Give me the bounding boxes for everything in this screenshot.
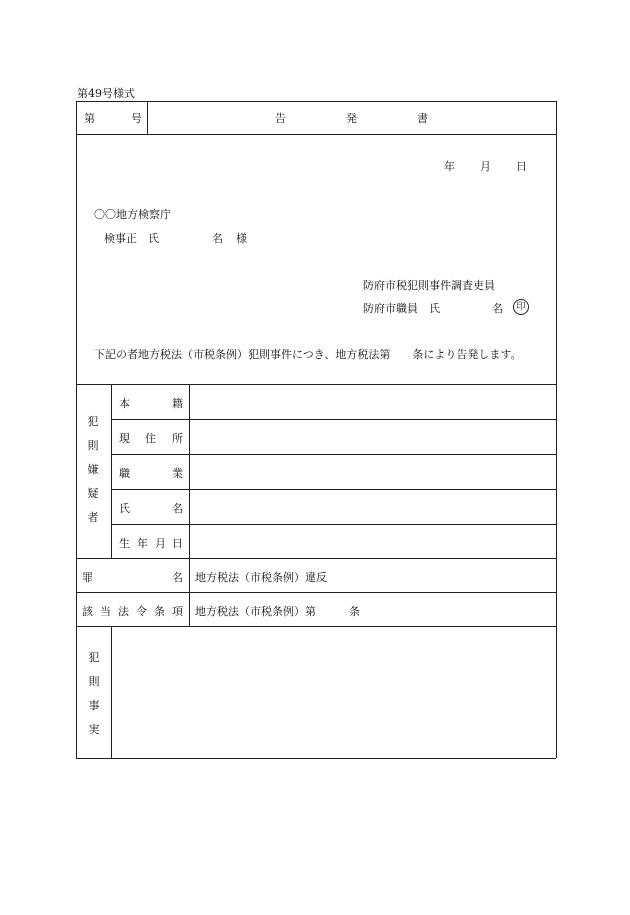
suspect-group-divider [111,384,112,558]
frame-bottom-line [76,758,556,759]
field-value-occupation[interactable] [192,465,552,483]
field-value-address[interactable] [192,430,552,448]
field-label-name-2: 名 [172,502,183,515]
suspect-group-char: 嫌 [87,463,99,476]
suspect-group-char: 者 [87,511,99,524]
title-char-3: 書 [417,112,430,125]
frame-top-line [76,101,556,102]
facts-value-area[interactable] [116,632,552,752]
field-value-birthdate[interactable] [192,535,552,553]
body-divider [76,384,556,385]
field-label-address-3: 所 [172,432,183,445]
row-divider-6 [76,592,556,593]
facts-label-char: 則 [88,675,100,688]
law-value-suffix: 条 [349,605,360,618]
addressee-name-label: 名 [212,232,223,245]
suspect-group-char: 犯 [87,415,99,428]
seal-mark: 印 [513,299,529,315]
number-label-prefix: 第 [84,112,95,125]
field-value-honseki[interactable] [192,395,552,413]
title-char-1: 告 [275,112,288,125]
sender-title: 防府市税犯則事件調査吏員 [363,279,495,292]
law-value-prefix: 地方税法（市税条例）第 [195,605,316,618]
header-number-divider [147,101,148,134]
date-day-label: 日 [516,160,527,173]
sender-name-label: 名 [492,302,503,315]
addressee-office: 〇〇地方検察庁 [94,208,171,221]
law-label-1: 該 [82,605,93,618]
law-label-5: 条 [154,605,165,618]
crime-label-1: 罪 [82,571,93,584]
crime-value: 地方税法（市税条例）違反 [195,571,327,584]
number-label-suffix: 号 [131,112,142,125]
frame-right-line [556,101,557,758]
suspect-group-label [85,410,101,530]
field-label-honseki-1: 本 [119,397,130,410]
addressee-title: 検事正 氏 [104,232,159,245]
law-label-6: 項 [172,605,183,618]
facts-divider [111,626,112,758]
field-label-birthdate-4: 日 [172,537,183,550]
facts-label-char: 事 [88,699,100,712]
label-value-divider [189,384,190,626]
row-divider-1 [111,419,556,420]
field-label-honseki-2: 籍 [172,397,183,410]
law-label-4: 令 [136,605,147,618]
field-label-name-1: 氏 [119,502,130,515]
field-label-birthdate-1: 生 [119,537,130,550]
law-label-3: 法 [118,605,129,618]
field-value-name[interactable] [192,500,552,518]
header-divider [76,134,556,135]
row-divider-2 [111,454,556,455]
crime-label-2: 名 [172,571,183,584]
field-label-occupation-1: 職 [119,467,130,480]
row-divider-3 [111,489,556,490]
field-label-address-2: 住 [145,432,156,445]
statement-text: 下記の者地方税法（市税条例）犯則事件につき、地方税法第 条により告発します。 [94,348,522,361]
form-number: 第49号様式 [77,87,135,100]
row-divider-4 [111,524,556,525]
facts-label-char: 犯 [88,651,100,664]
row-divider-5 [76,558,556,559]
facts-label-char: 実 [88,723,100,736]
law-label-2: 当 [100,605,111,618]
date-year-label: 年 [444,160,455,173]
suspect-group-char: 則 [87,439,99,452]
field-label-occupation-2: 業 [172,467,183,480]
frame-left-line [76,101,77,758]
sender-position: 防府市職員 氏 [363,302,440,315]
title-char-2: 発 [346,112,359,125]
facts-label [86,646,102,742]
date-month-label: 月 [480,160,491,173]
addressee-honorific: 様 [236,232,247,245]
field-label-birthdate-2: 年 [137,537,148,550]
field-label-address-1: 現 [119,432,130,445]
suspect-group-char: 疑 [87,487,99,500]
row-divider-7 [76,626,556,627]
field-label-birthdate-3: 月 [155,537,166,550]
